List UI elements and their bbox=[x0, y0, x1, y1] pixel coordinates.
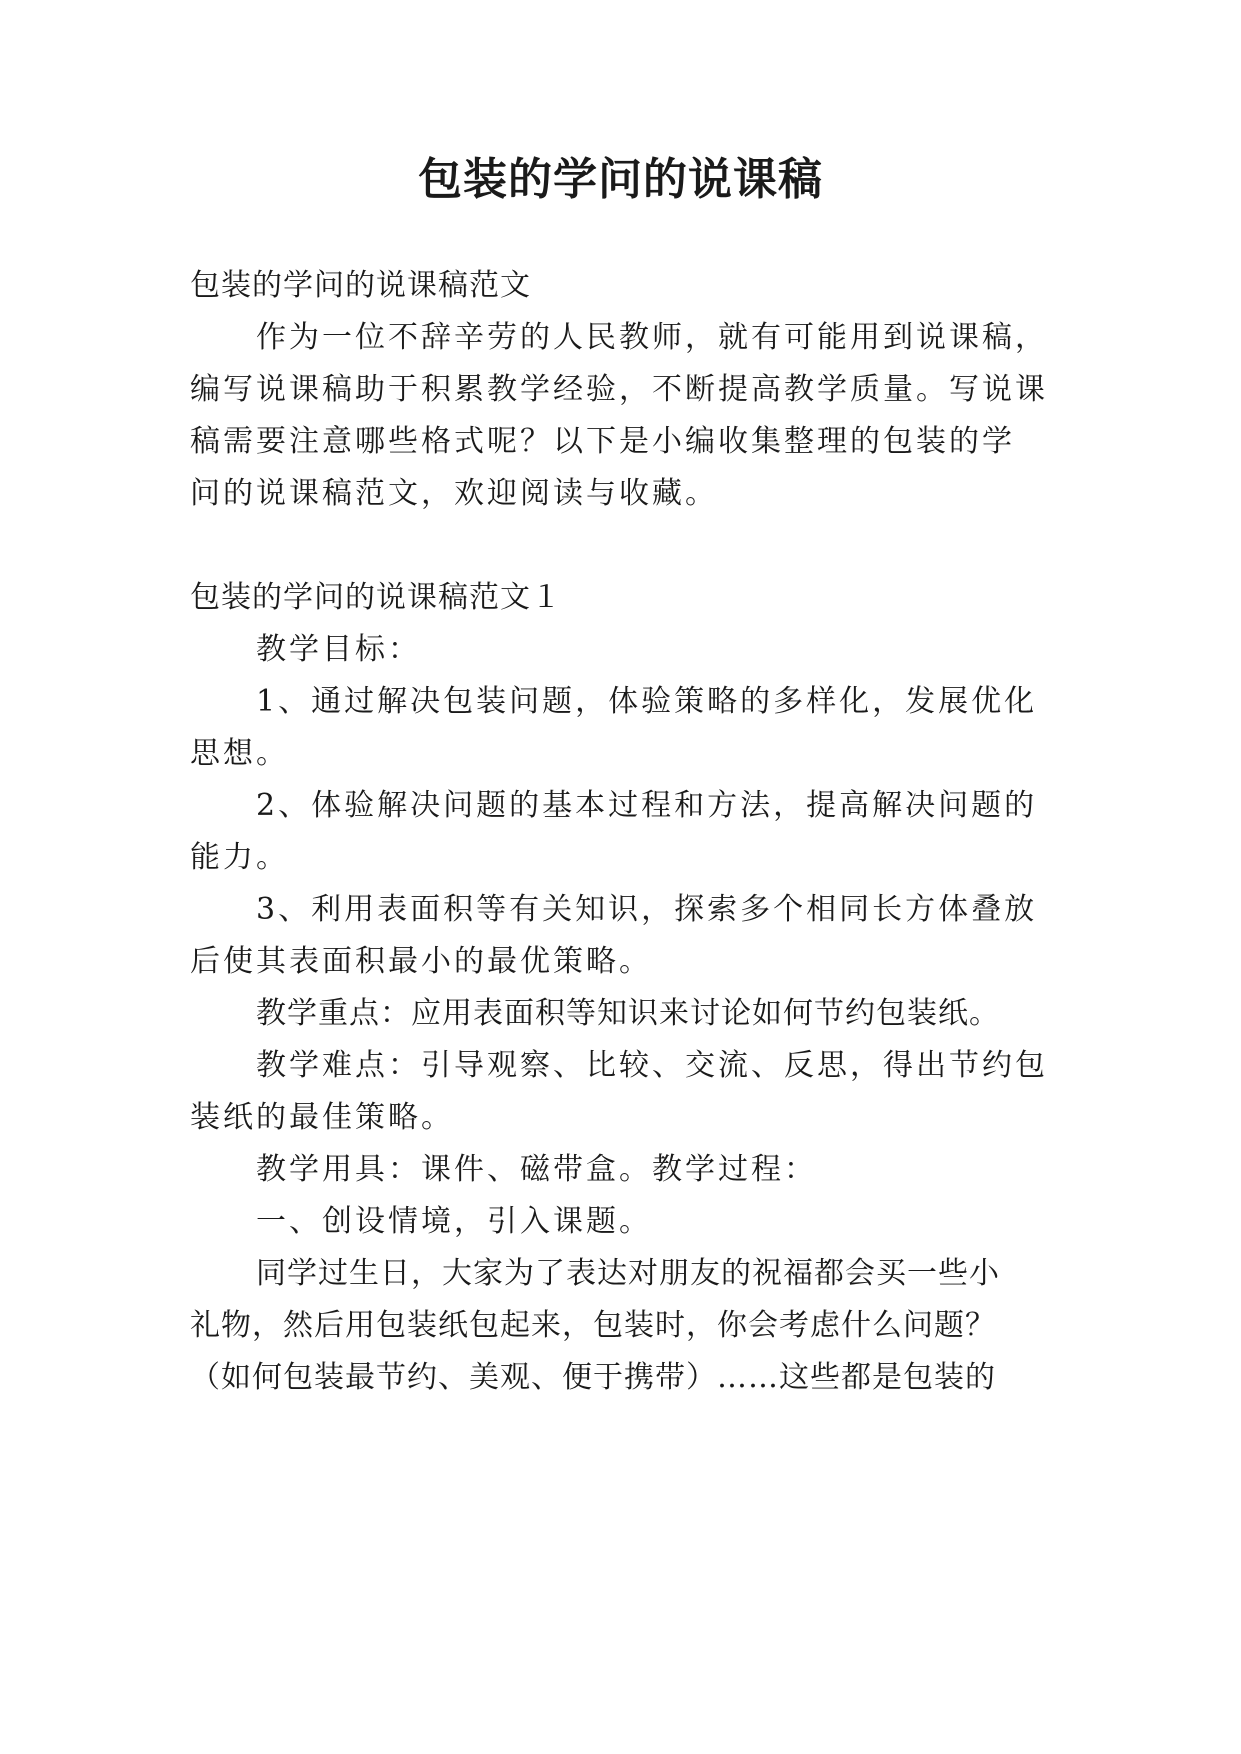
body-line-14: 礼物，然后用包装纸包起来，包装时，你会考虑什么问题？ bbox=[190, 1308, 996, 1343]
body-line-12: 一、创设情境，引入课题。 bbox=[256, 1204, 652, 1239]
document-title: 包装的学问的说课稿 bbox=[418, 154, 823, 205]
body-line-6: 3、利用表面积等有关知识，探索多个相同长方体叠放 bbox=[256, 892, 1038, 927]
body-line-4: 2、体验解决问题的基本过程和方法，提高解决问题的 bbox=[256, 788, 1038, 823]
body-line-3: 思想。 bbox=[190, 736, 289, 771]
body-line-5: 能力。 bbox=[190, 840, 289, 875]
intro-line-1: 作为一位不辞辛劳的人民教师，就有可能用到说课稿， bbox=[256, 320, 1048, 355]
body-line-11: 教学用具：课件、磁带盒。教学过程： bbox=[256, 1152, 817, 1187]
body-line-10: 装纸的最佳策略。 bbox=[190, 1100, 454, 1135]
body-line-15: （如何包装最节约、美观、便于携带）……这些都是包装的 bbox=[190, 1360, 996, 1395]
body-line-8: 教学重点：应用表面积等知识来讨论如何节约包装纸。 bbox=[256, 996, 1000, 1031]
intro-line-2: 编写说课稿助于积累教学经验，不断提高教学质量。写说课 bbox=[190, 372, 1048, 407]
body-line-2: 1、通过解决包装问题，体验策略的多样化，发展优化 bbox=[256, 684, 1038, 719]
body-line-1: 教学目标： bbox=[256, 632, 421, 667]
intro-line-3: 稿需要注意哪些格式呢？以下是小编收集整理的包装的学 bbox=[190, 424, 1015, 459]
document-subtitle: 包装的学问的说课稿范文 bbox=[190, 268, 531, 303]
intro-line-4: 问的说课稿范文，欢迎阅读与收藏。 bbox=[190, 476, 718, 511]
body-line-7: 后使其表面积最小的最优策略。 bbox=[190, 944, 652, 979]
section-heading: 包装的学问的说课稿范文１ bbox=[190, 580, 562, 615]
body-line-13: 同学过生日，大家为了表达对朋友的祝福都会买一些小 bbox=[256, 1256, 1000, 1291]
body-line-9: 教学难点：引导观察、比较、交流、反思，得出节约包 bbox=[256, 1048, 1048, 1083]
